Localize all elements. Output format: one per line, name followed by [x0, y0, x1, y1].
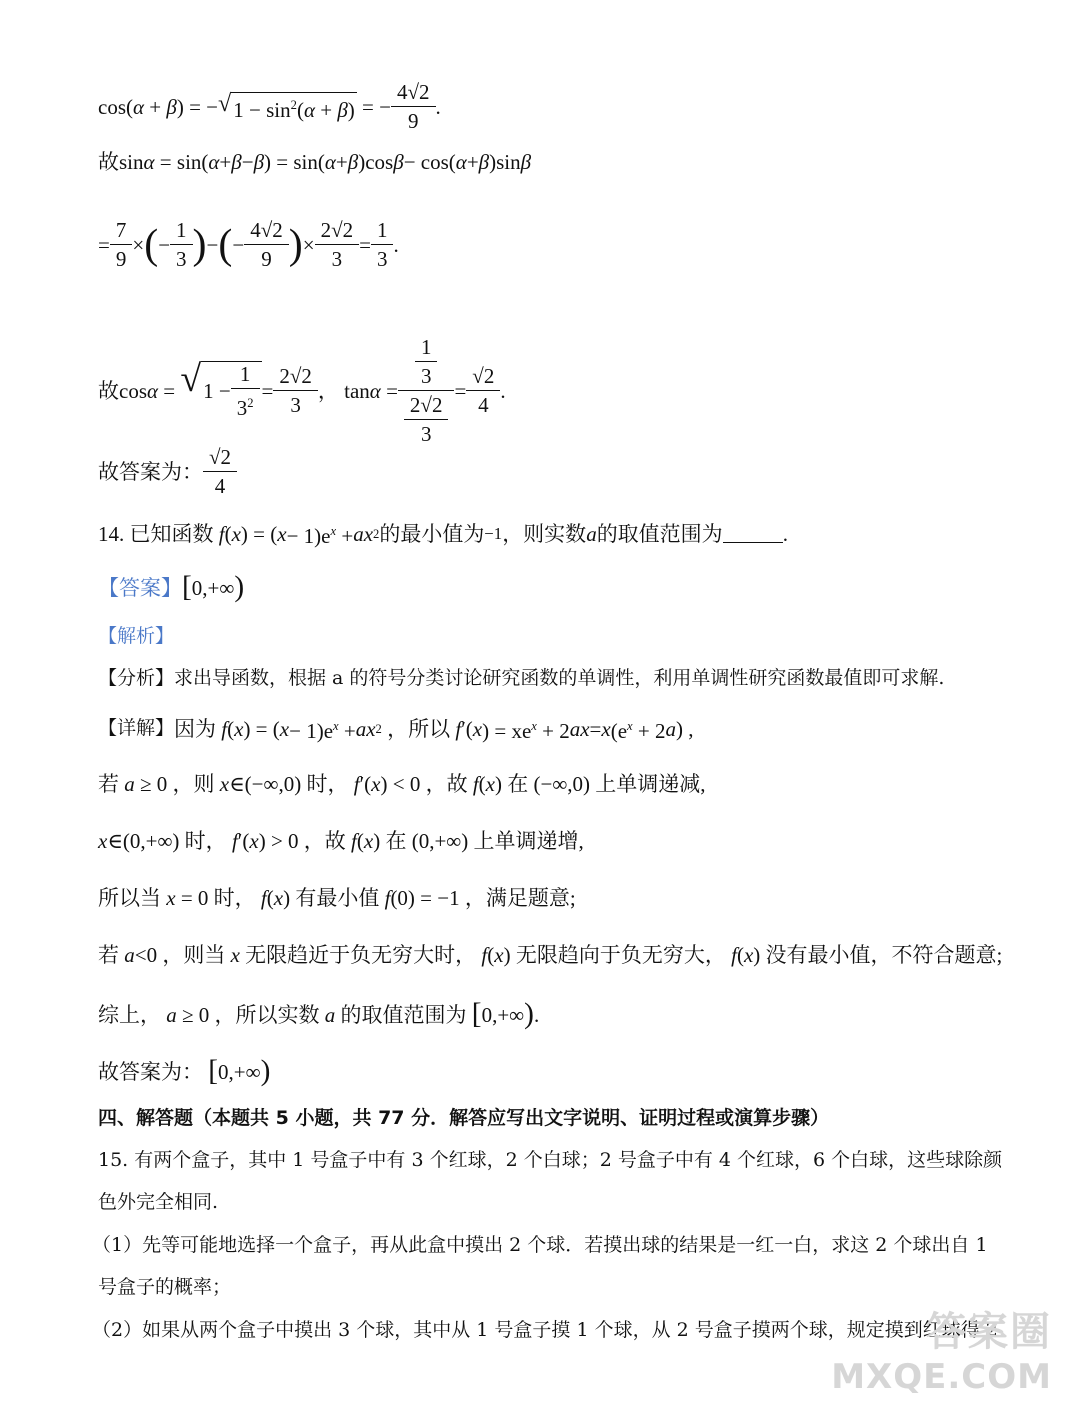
detail-line-2: 若 a ≥ 0 ，则 x ∈(−∞,0) 时， f ′( x ) < 0 ，故 f ( x ) 在 (−∞,0) 上单调递减, [98, 772, 706, 796]
answer-label: 【答案】 [98, 575, 182, 600]
detail-label: 【详解】 [98, 717, 175, 739]
watermark-top: 答案圈 [926, 1309, 1052, 1355]
question-15-part-2: （2）如果从两个盒子中摸出 3 个球，其中从 1 号盒子摸 1 个球，从 2 号盒子摸两个球，规定摸到红球得 2 [92, 1319, 998, 1341]
question-15-part-1a: （1）先等可能地选择一个盒子，再从此盒中摸出 2 个球．若摸出球的结果是一红一白，求这 2 个球出自 1 [92, 1234, 988, 1256]
question-text-end: 的取值范围为 [596, 521, 723, 546]
question-text: 已知函数 [129, 521, 214, 546]
formula-cos-alpha-beta: cos( α + β ) = − √ $1 - \sin^2(\alpha + \beta)$ = − $\frac{4√2}{9}$ . [98, 80, 441, 133]
question-14: 14. 已知函数 f ( x ) = ( x − $1)e^x$ + ax 2 的最小值为 −1 ，则实数 a 的取值范围为 . [98, 521, 788, 548]
detail-line-4: 所以当 x = 0 时， f ( x ) 有最小值 f (0) = −1 ，满足题意; [98, 886, 576, 910]
answer-blank [723, 524, 783, 543]
detail-line-7: 故答案为： [ 0,+∞ ) [98, 1055, 271, 1087]
analysis-label: 【解析】 [98, 625, 175, 647]
fenxi-text: 求出导函数，根据 a 的符号分类讨论研究函数的单调性，利用单调性研究函数最值即可求解. [174, 667, 945, 689]
fenxi-row [98, 666, 944, 690]
min-value: −1 [484, 523, 503, 543]
question-15-part-1b: 号盒子的概率； [98, 1276, 232, 1298]
watermark-logo [831, 1300, 1052, 1397]
question-15-line-1: 15. 有两个盒子，其中 1 号盒子中有 3 个红球，2 个白球；2 号盒子中有 4 个红球，6 个白球，这些球除颜 [98, 1149, 1003, 1171]
question-15-line-2: 色外完全相同. [98, 1191, 219, 1213]
question-text-post: ，则实数 [502, 521, 587, 546]
formula-sin-alpha-expansion: 故 sin α = sin( α + β − β ) = sin( α + β )cos β − cos( α + β )sin β [98, 150, 532, 174]
watermark-bottom: MXQE.COM [831, 1357, 1052, 1397]
end-dot: . [782, 521, 788, 546]
answer-line-1: 故答案为： $\frac{√2}{4}$ [98, 445, 237, 498]
formula-sin-alpha-value: = $\frac{7}{9}$ × ( − $\frac{1}{3}$ ) − ( − $\frac{4√2}{9}$ ) × $\frac{2√2}{3}$ = $\frac{1}{3}$ . [98, 218, 399, 271]
analysis-row [98, 624, 174, 648]
detail-line-1: 【详解】 因为 f ( x ) = ( x − $1)e^x$ + ax 2 ，所以 f ′( x ) = $xe^x + 2$ ax = x ($e^x + 2$ a ) , [98, 716, 694, 743]
prefix-gu-2: 故 [98, 378, 119, 403]
var-a: a [586, 521, 597, 546]
answer-prefix: 故答案为： [98, 459, 203, 484]
section-heading: 四、解答题（本题共 5 小题，共 77 分．解答应写出文字说明、证明过程或演算步骤） [98, 1107, 830, 1129]
answer-row: 【答案】 [ 0,+∞ ) [98, 571, 245, 603]
detail-line-6: 综上， a ≥ 0 ，所以实数 a 的取值范围为 [ 0,+∞ ) . [98, 998, 540, 1030]
question-text-mid: 的最小值为 [379, 521, 485, 546]
formula-cos-tan-alpha: 故 cos α = √ 1 − $\frac{1}{3^2}$ = $\frac{2√2}{3}$ ， tan α = $\frac{\frac{1}{3}}{\frac{2√2}{3}}$ = $\frac{√2}{4}$ . [98, 335, 506, 446]
prefix-gu: 故 [98, 150, 119, 174]
fenxi-label: 【分析】 [98, 667, 175, 689]
question-number: 14. [98, 521, 125, 546]
detail-line-5: 若 a <0 ，则当 x 无限趋近于负无穷大时， f ( x ) 无限趋向于负无穷大， f ( x ) 没有最小值，不符合题意; [98, 943, 1003, 967]
detail-line-3: x ∈(0,+∞) 时， f ′( x ) > 0 ，故 f ( x ) 在 (0,+∞) 上单调递增, [98, 829, 584, 853]
